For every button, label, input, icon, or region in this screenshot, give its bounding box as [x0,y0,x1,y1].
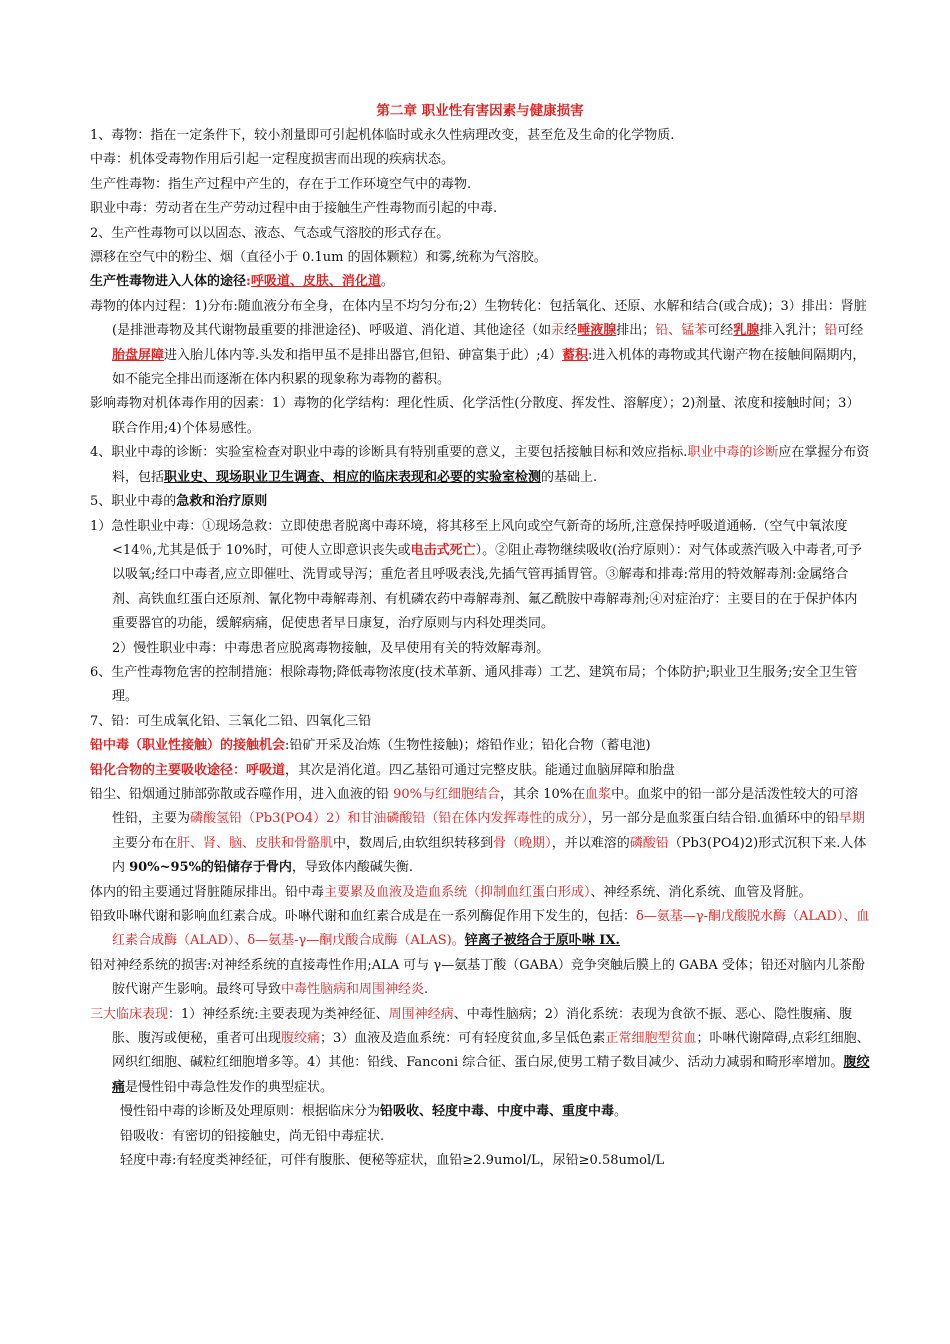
text-run: ：1）神经系统:主要表现为类神经征、 [168,1006,389,1022]
text-run: 职业史、现场职业卫生调查、相应的临床表现和必要的实验室检测 [164,469,542,485]
paragraph-lead-absorption-stage: 铅吸收：有密切的铅接触史，尚无铅中毒症状. [120,1128,385,1144]
document-page [90,100,870,1173]
text-run: ；3）血液及造血系统：可有轻度贫血,多呈低色素 [320,1031,606,1047]
text-run: 磷酸氢铅（Pb3(PO4）2）和甘油磷酸铅（铅在体内发挥毒性的成分） [190,811,588,827]
paragraph-lead: 7、铅：可生成氧化铅、三氧化二铅、四氧化三铅 [90,713,372,729]
text-run: 1）急性职业中毒：①现场急救：立即使患者脱离中毒环境，将其移至上风向或空气新奇的场所,注意保持呼吸道通畅.（空气中氧浓度<14％,尤其是低于 10%时，可使人立即意识丧失或 [90,518,848,558]
text-run: 的基础上. [541,469,598,485]
paragraph-poison-forms: 2、生产性毒物可以以固态、液态、气态或气溶胶的形式存在。 [90,225,450,241]
paragraph-chronic-poisoning: 2）慢性职业中毒：中毒患者应脱离毒物接触，及早使用有关的特效解毒剂。 [112,640,550,656]
text-run: 可经 [837,323,864,339]
paragraph-lead-absorption: 铅化合物的主要吸收途径：呼吸道，其次是消化道。四乙基铅可通过完整皮肤。能通过血脑屏障和胎盘 [90,762,676,778]
text-run: 铅、锰苯 [655,323,708,339]
text-run: 血浆 [585,786,612,802]
paragraph-treatment-heading: 5、职业中毒的急救和治疗原则 [90,494,268,510]
paragraph-in-vivo-process [90,295,870,393]
text-run: :进入机体的毒物或其代谢产物在接触间隔期内，如不能完全排出而逐渐在体内积累的现象称为毒物的蓄积。 [112,347,866,388]
text-run: 职业中毒的诊断 [687,445,779,461]
text-run: 磷酸铅 [629,835,669,851]
text-run: . [424,982,429,998]
text-run: 骨（晚期） [493,835,552,851]
paragraph-porphyrin [90,905,870,954]
text-run: 体内的铅主要通过肾脏随尿排出。铅中毒 [90,884,325,900]
text-run: 90%~95%的铅储存于骨内 [129,860,292,876]
paragraph-lead-exposure: 铅中毒（职业性接触）的接触机会:铅矿开采及冶炼（生物性接触)；熔铅作业；铅化合物（蓄电池) [90,738,651,754]
text-run: 铅致卟啉代谢和影响血红素合成。卟啉代谢和血红素合成是在一系列酶促作用下发生的，包括： [90,909,637,924]
text-run: 排入乳汁； [759,323,825,339]
paragraph-lead-distribution [90,783,870,881]
text-run: 铅尘、铅烟通过肺部弥散或吞噬作用，进入血液的铅 [90,786,394,802]
paragraph-clinical-manifestations [90,1003,870,1101]
text-run: 肝、肾、脑、皮肤和骨骼肌 [177,835,334,851]
text-run: ，并以难溶的 [551,835,630,851]
text-run: 主要累及血液及造血系统（抑制血红蛋白形成） [324,884,591,900]
paragraph-diagnosis [90,441,870,490]
text-run: 主要分布在 [112,835,178,851]
text-run: 铅 [824,323,838,339]
paragraph-neuro-damage [90,954,870,1003]
paragraph-mild-poisoning: 轻度中毒:有轻度类神经征，可伴有腹胀、便秘等症状，血铅≥2.9umol/L，尿铅≥0.58umol/L [120,1153,665,1169]
text-run: 电击式死亡 [410,542,476,558]
text-run: 三大临床表现 [90,1006,169,1022]
text-run: 排出； [616,323,656,339]
text-run: 铅对神经系统的损害:对神经系统的直接毒性作用;ALA 可与 γ—氨基丁酸（GABA）竞争突触后膜上的 GABA 受体；铅还对脑内儿茶酚胺代谢产生影响。最终可导致 [90,957,865,998]
paragraph-poisoning-definition: 中毒：机体受毒物作用后引起一定程度损害而出现的疾病状态。 [90,152,455,168]
text-run: ，另一部分是血浆蛋白结合铅.血循环中的铅 [587,811,840,827]
text-run: 胎盘屏障 [112,347,165,363]
text-run: 进入胎儿体内等.头发和指甲虽不是排出器官,但铅、砷富集于此）;4） [164,347,562,363]
text-run: 早期 [839,811,866,827]
paragraph-lead-excretion [90,881,870,905]
paragraph-occupational-poisoning: 职业中毒：劳动者在生产劳动过程中由于接触生产性毒物而引起的中毒. [90,201,498,217]
text-run: 乳腺 [733,323,760,339]
text-run: 腹绞痛 [281,1031,321,1047]
paragraph-influencing-factors: 影响毒物对机体毒作用的因素：1）毒物的化学结构：理化性质、化学活性(分散度、挥发性、溶解度）；2)剂量、浓度和接触时间；3）联合作用;4)个体易感性。 [90,396,860,436]
text-run: 中毒性脑病和周围神经炎 [281,982,425,998]
paragraph-poison-definition: 1、毒物：指在一定条件下，较小剂量即可引起机体临时或永久性病理改变，甚至危及生命的化学物质. [90,128,675,143]
text-run: 、中毒性脑病；2）消化系统：表现为食欲不振、恶心、隐性腹痛、腹胀、腹泻或便秘，重者可出现 [112,1006,852,1047]
text-run: 汞 [551,323,565,339]
paragraph-aerosol: 漂移在空气中的粉尘、烟（直径小于 0.1um 的固体颗粒）和雾,统称为气溶胶。 [90,250,547,266]
text-run: 、神经系统、消化系统、血管及肾脏。 [590,884,812,900]
text-run: 中，数周后,由软组织转移到 [333,835,494,851]
text-run: 可经 [707,323,734,339]
text-run: 锌离子被络合于原卟啉 IX. [464,933,620,949]
text-run: 经 [564,323,578,339]
text-run: ）。②阻止毒物继续吸收(治疗原则）：对气体或蒸汽吸入中毒者,可予以吸氧;经口中毒者,应立即催吐、洗胃或导泻；重危者且呼吸表浅,先插气管再插胃管。③解毒和排毒:常用的特效解毒剂:金属络合剂、高铁血红蛋白还原剂、氰化物中毒解毒剂、有机磷农药中毒解毒剂、氟乙酰胺中毒解毒剂;④对症治疗：主要目的在于保护体内重要器官的功能，缓解病痛，促使患者早日康复，治疗原则与内科处理类同。 [112,542,862,632]
paragraph-productive-poison: 生产性毒物：指生产过程中产生的，存在于工作环境空气中的毒物. [90,176,472,192]
text-run: （Pb3(PO4)2)形式沉积下来.人体内 [112,835,867,876]
text-run: 腹绞痛 [112,1055,870,1095]
chapter-title: 第二章 职业性有害因素与健康损害 [376,103,584,119]
paragraph-chronic-diagnosis: 慢性铅中毒的诊断及处理原则：根据临床分为铅吸收、轻度中毒、中度中毒、重度中毒。 [120,1104,628,1120]
text-run: 蓄积 [561,347,588,363]
text-run: ；卟啉代谢障碍,点彩红细胞、网织红细胞、碱粒红细胞增多等。4）其他：铅线、Fanconi 综合征、蛋白尿,使男工精子数目减少、活动力减弱和畸形率增加。 [112,1031,870,1071]
text-run: 正常细胞型贫血 [605,1031,697,1047]
text-run: 应在掌握分布资料，包括 [112,445,870,485]
paragraph-entry-routes: 生产性毒物进入人体的途径:呼吸道、皮肤、消化道。 [90,274,394,290]
text-run: 4、职业中毒的诊断：实验室检查对职业中毒的诊断具有特别重要的意义，主要包括接触目标和效应指标. [90,445,688,461]
text-run: ，其余 10%在 [500,786,586,802]
text-run: 唾液腺 [577,323,617,339]
text-run: 90%与红细胞结合 [393,786,501,802]
text-run: 中。血浆中的铅一部分是活泼性较大的可溶性铅，主要为 [112,786,859,827]
text-run: δ—氨基—γ-酮戊酸脱水酶（ALAD）、血红素合成酶（ALAD）、δ—氨基-γ—酮戊酸合成酶（ALAS)。 [112,909,870,949]
text-run: 是慢性铅中毒急性发作的典型症状。 [125,1079,334,1095]
text-run: ，导致体内酸碱失衡. [291,860,414,876]
text-run: 周围神经病 [388,1006,454,1022]
text-run: 毒物的体内过程：1)分布:随血液分布全身，在体内呈不均匀分布;2）生物转化：包括氧化、还原、水解和结合(或合成)；3）排出：肾脏(是排泄毒物及其代谢物最重要的排泄途径)、呼吸道、消化道、其他途径（如 [90,298,867,339]
paragraph-control-measures: 6、生产性毒物危害的控制措施：根除毒物;降低毒物浓度(技术革新、通风排毒）工艺、建筑布局；个体防护;职业卫生服务;安全卫生管理。 [90,664,858,705]
paragraph-acute-poisoning [90,515,870,637]
